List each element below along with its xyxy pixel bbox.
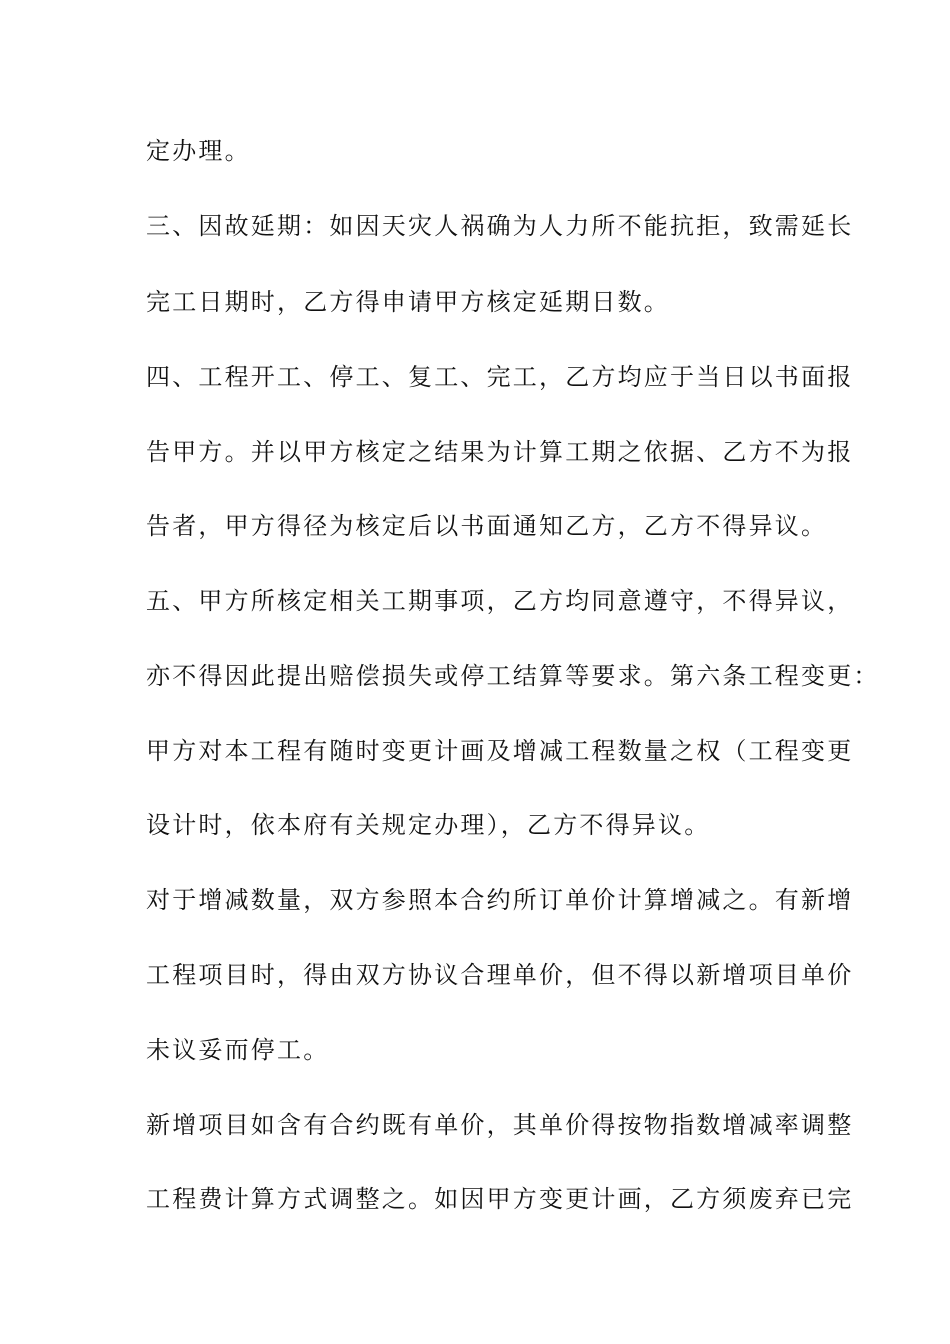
text-line: 未议妥而停工。 — [146, 1036, 330, 1064]
text-line: 新增项目如含有合约既有单价，其单价得按物指数增减率调整 — [146, 1111, 854, 1139]
text-line: 工程费计算方式调整之。如因甲方变更计画，乙方须废弃已完 — [146, 1185, 854, 1213]
text-line: 甲方对本工程有随时变更计画及增减工程数量之权（工程变更 — [146, 737, 854, 765]
text-line: 对于增减数量，双方参照本合约所订单价计算增减之。有新增 — [146, 886, 854, 914]
text-line: 五、甲方所核定相关工期事项，乙方均同意遵守，不得异议， — [146, 587, 854, 615]
text-line: 工程项目时，得由双方协议合理单价，但不得以新增项目单价 — [146, 961, 854, 989]
text-line: 告者，甲方得径为核定后以书面通知乙方，乙方不得异议。 — [146, 512, 828, 540]
text-line: 定办理。 — [146, 137, 251, 165]
text-line: 三、因故延期：如因天灾人祸确为人力所不能抗拒，致需延长 — [146, 212, 854, 240]
text-line: 告甲方。并以甲方核定之结果为计算工期之依据、乙方不为报 — [146, 438, 854, 466]
text-line: 设计时，依本府有关规定办理），乙方不得异议。 — [146, 811, 711, 839]
text-line: 亦不得因此提出赔偿损失或停工结算等要求。第六条工程变更： — [146, 662, 880, 690]
text-line: 完工日期时，乙方得申请甲方核定延期日数。 — [146, 288, 670, 316]
text-line: 四、工程开工、停工、复工、完工，乙方均应于当日以书面报 — [146, 363, 854, 391]
